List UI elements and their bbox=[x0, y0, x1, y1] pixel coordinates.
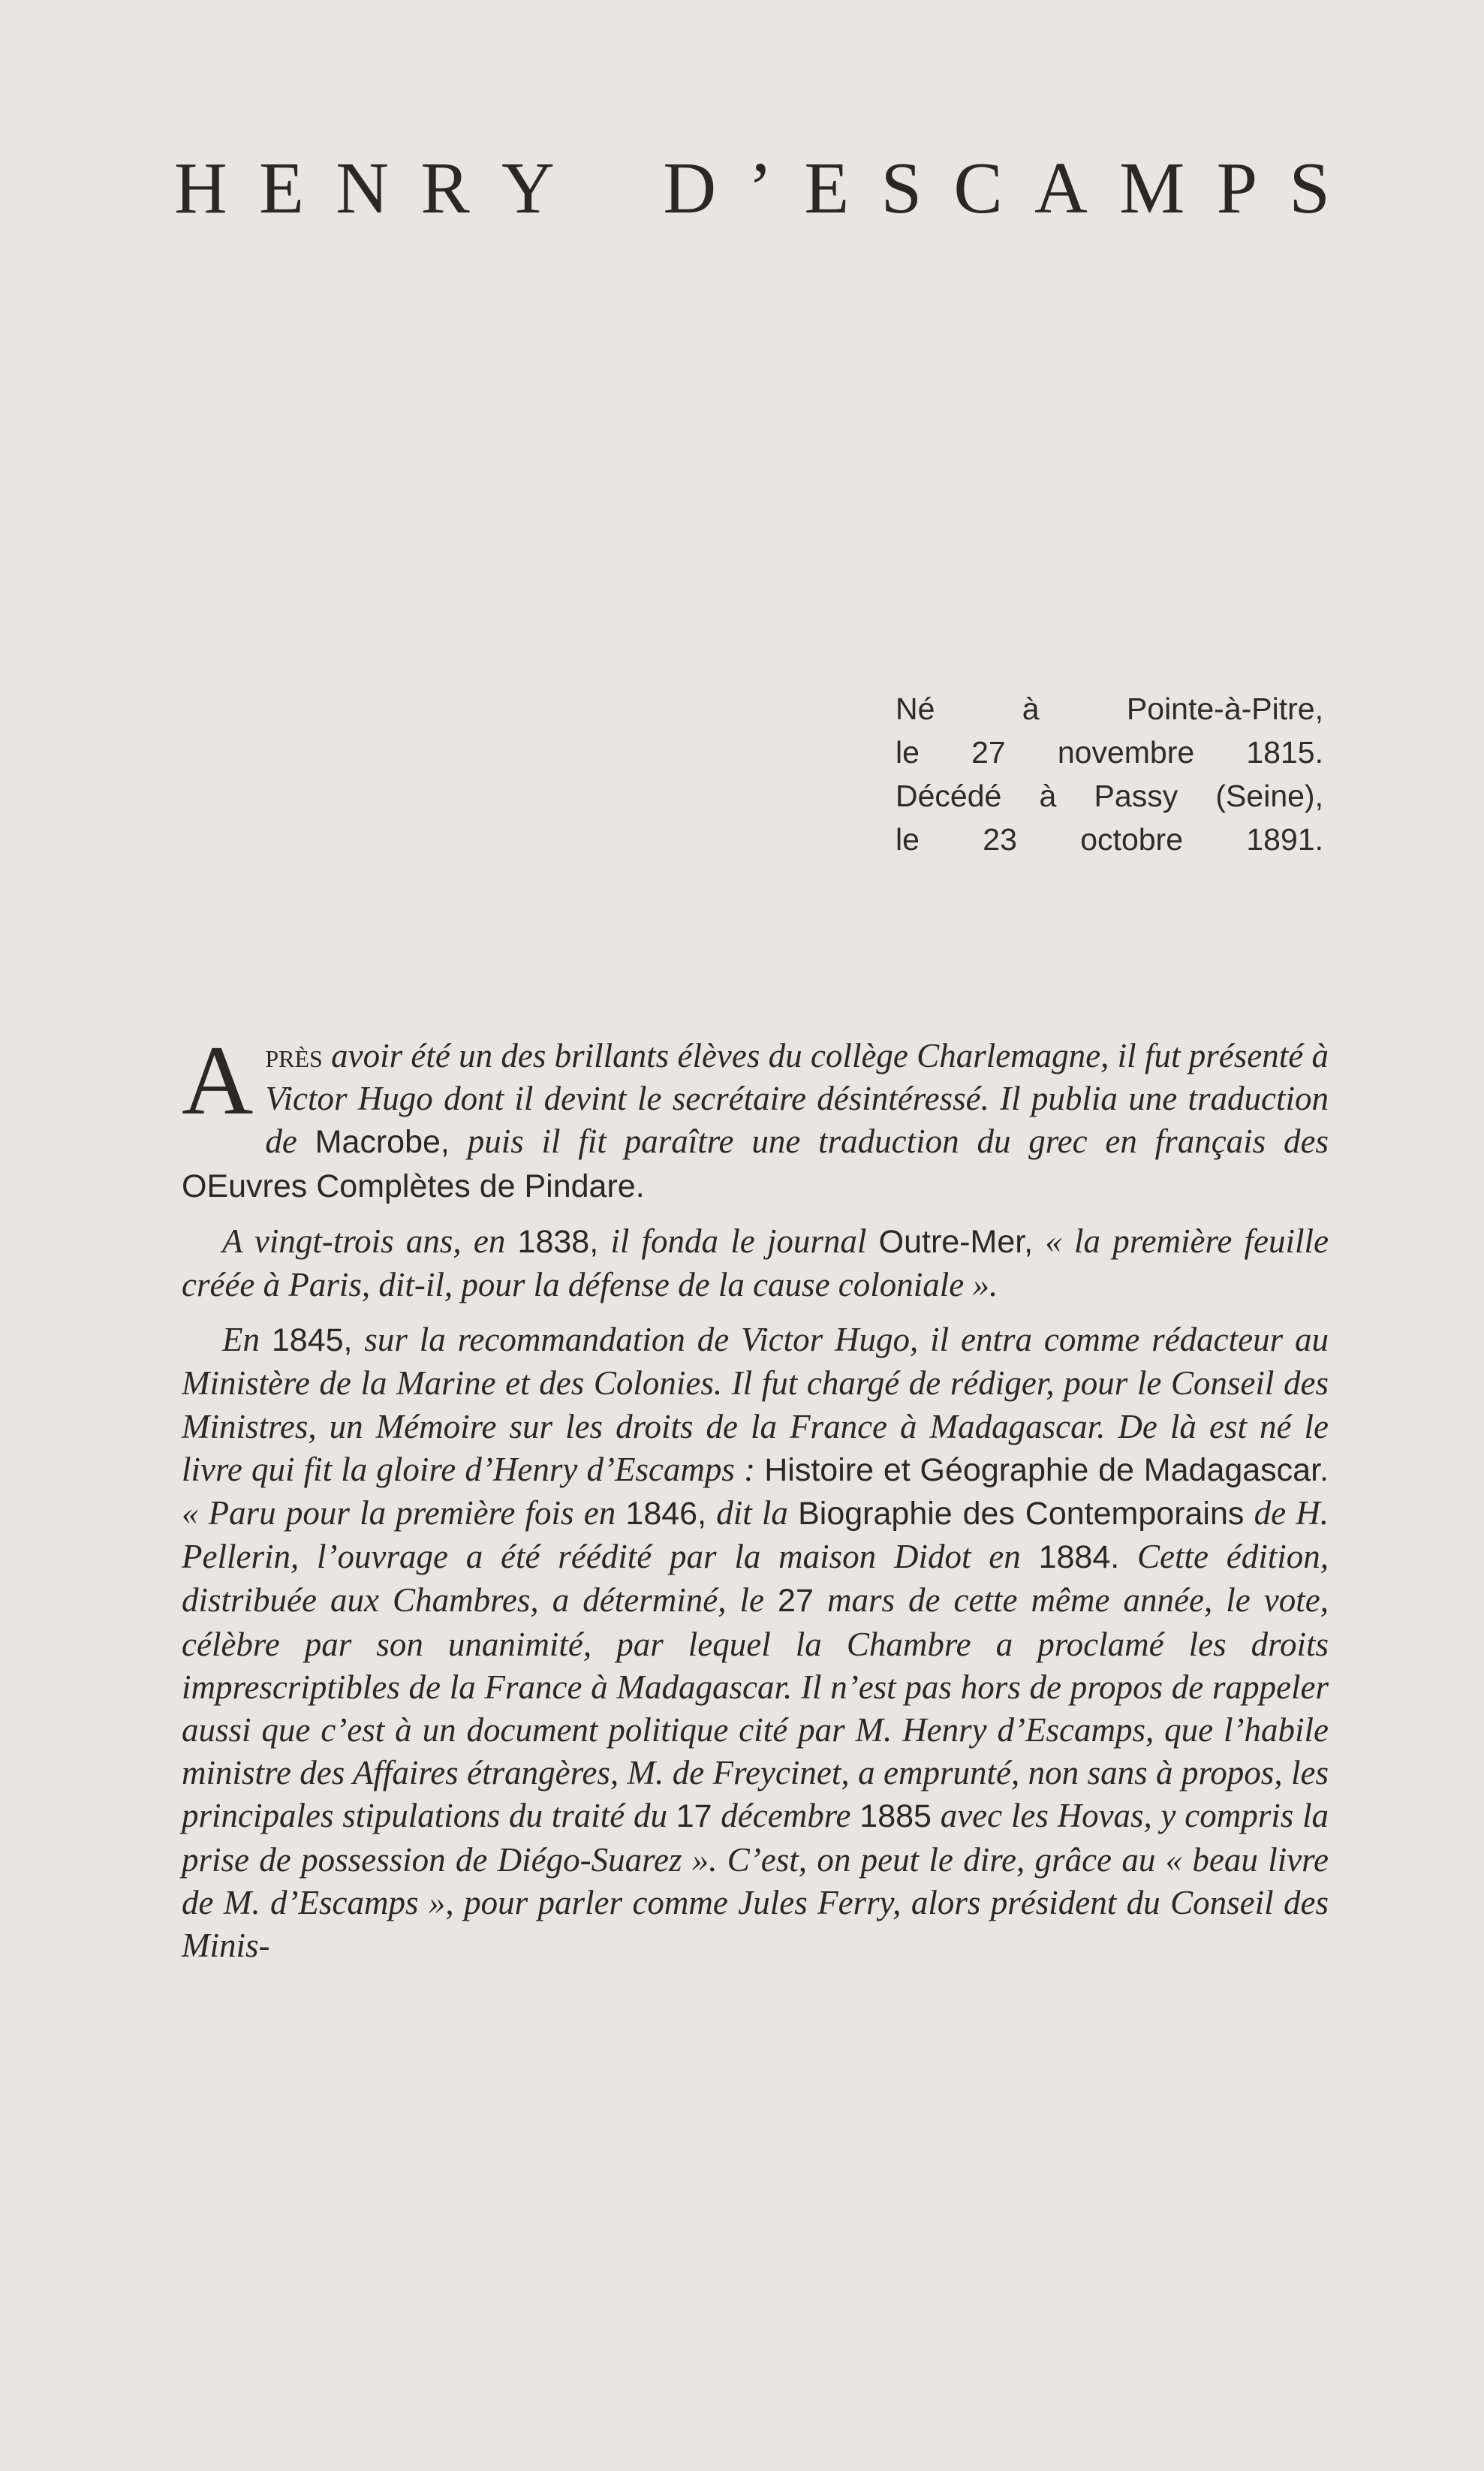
bio-word: 1891. bbox=[1246, 822, 1323, 857]
body-text bbox=[182, 1025, 1329, 1979]
roman-text: Biographie des Contemporains bbox=[798, 1496, 1245, 1532]
bio-word: 23 bbox=[983, 822, 1017, 857]
italic-text: décembre bbox=[712, 1797, 860, 1835]
biographical-dates bbox=[896, 687, 1323, 861]
bio-line bbox=[896, 731, 1323, 774]
italic-text: En bbox=[222, 1321, 272, 1359]
italic-text: mars de cette même année, le vote, célèbre par son unanimité, par lequel la Chambre a proclamé les droits imprescriptibles de la France à Madagascar. Il n’est pas hors de propos de rappeler aussi que c’est à un document politique cité par M. Henry d’Escamps, que l’habile ministre des Affaires étrangères, M. de Freycinet, a emprunté, non sans à propos, les principales stipulations du traité du bbox=[182, 1581, 1329, 1835]
drop-cap: A bbox=[182, 1025, 254, 1135]
page-title bbox=[174, 146, 1330, 231]
title-letter: D bbox=[663, 148, 717, 229]
italic-text: il fonda le journal bbox=[598, 1222, 879, 1260]
title-letter: P bbox=[1216, 148, 1258, 229]
bio-word: Né bbox=[896, 692, 935, 726]
roman-text: 1846, bbox=[625, 1496, 707, 1532]
bio-word: Décédé bbox=[896, 779, 1002, 813]
roman-text: Outre-Mer, bbox=[878, 1223, 1034, 1260]
title-letter: H bbox=[174, 148, 227, 229]
bio-word: octobre bbox=[1080, 822, 1184, 857]
bio-line bbox=[896, 687, 1323, 731]
title-letter: E bbox=[259, 148, 304, 229]
italic-text: A vingt-trois ans, en bbox=[222, 1222, 518, 1260]
title-letter: M bbox=[1119, 148, 1185, 229]
italic-text: avec les Hovas, y compris la prise de possession de Diégo-Suarez ». C’est, on peut le dire, grâce au « beau livre de M. d’Escamps », pour parler comme Jules Ferry, alors président du Conseil des Minis- bbox=[182, 1797, 1329, 1965]
title-letter: S bbox=[880, 148, 923, 229]
roman-text: 27 bbox=[778, 1583, 814, 1620]
italic-text: de H. Pellerin, l’ouvrage a été réédité par la maison Didot en bbox=[182, 1494, 1329, 1576]
bio-line bbox=[896, 818, 1323, 861]
roman-text: OEuvres Complètes de Pindare. bbox=[182, 1168, 645, 1204]
roman-text: 1838, bbox=[517, 1223, 599, 1260]
bio-word: à bbox=[1022, 692, 1040, 726]
roman-text: 1845, bbox=[271, 1322, 353, 1359]
bio-line bbox=[896, 774, 1323, 818]
italic-text: puis il fit paraître une traduction du grec en français des bbox=[449, 1122, 1329, 1161]
title-letter: A bbox=[1034, 148, 1088, 229]
title-letter: C bbox=[953, 148, 1003, 229]
roman-text: Macrobe, bbox=[315, 1124, 450, 1161]
roman-text: 17 bbox=[676, 1798, 712, 1835]
italic-text: « Paru pour la première fois en bbox=[182, 1494, 626, 1532]
paragraph-2 bbox=[182, 1220, 1329, 1306]
title-letter: N bbox=[336, 148, 390, 229]
title-letter: S bbox=[1289, 148, 1330, 229]
bio-word: (Seine), bbox=[1215, 779, 1323, 813]
paragraph-3 bbox=[182, 1318, 1329, 1967]
italic-text: Cette édition, distribuée aux Chambres, a déterminé, le bbox=[182, 1538, 1329, 1620]
title-word-gap bbox=[586, 146, 631, 231]
italic-text: avoir été un des brillants élèves du collège Charlemagne, il fut présenté à Victor Hugo dont il devint le secrétaire désintéressé. Il publia une traduction de bbox=[265, 1037, 1329, 1161]
title-letter: E bbox=[804, 148, 850, 229]
italic-text: dit la bbox=[706, 1494, 799, 1532]
title-letter: R bbox=[420, 148, 470, 229]
bio-word: 27 bbox=[971, 735, 1006, 770]
bio-word: Passy bbox=[1094, 779, 1178, 813]
bio-word: à bbox=[1039, 779, 1057, 813]
roman-text: 1884. bbox=[1038, 1539, 1120, 1576]
title-letter: ’ bbox=[748, 148, 773, 229]
title-letter: Y bbox=[501, 148, 555, 229]
paragraph-1 bbox=[182, 1025, 1329, 1208]
bio-word: le bbox=[896, 822, 920, 857]
bio-word: 1815. bbox=[1246, 735, 1323, 770]
roman-text: Histoire et Géographie de Madagascar. bbox=[764, 1451, 1329, 1488]
bio-word: Pointe-à-Pitre, bbox=[1126, 692, 1323, 726]
bio-word: le bbox=[896, 735, 920, 770]
italic-text: « la première feuille créée à Paris, dit-il, pour la défense de la cause coloniale ». bbox=[182, 1222, 1329, 1304]
bio-word: novembre bbox=[1057, 735, 1195, 770]
small-caps-word: près bbox=[265, 1037, 323, 1074]
roman-text: 1885 bbox=[859, 1798, 932, 1835]
italic-text: sur la recommandation de Victor Hugo, il entra comme rédacteur au Ministère de la Marine et des Colonies. Il fut chargé de rédiger, pour le Conseil des Ministres, un Mémoire sur les droits de la France à Madagascar. De là est né le livre qui fit la gloire d’Henry d’Escamps : bbox=[182, 1321, 1329, 1488]
